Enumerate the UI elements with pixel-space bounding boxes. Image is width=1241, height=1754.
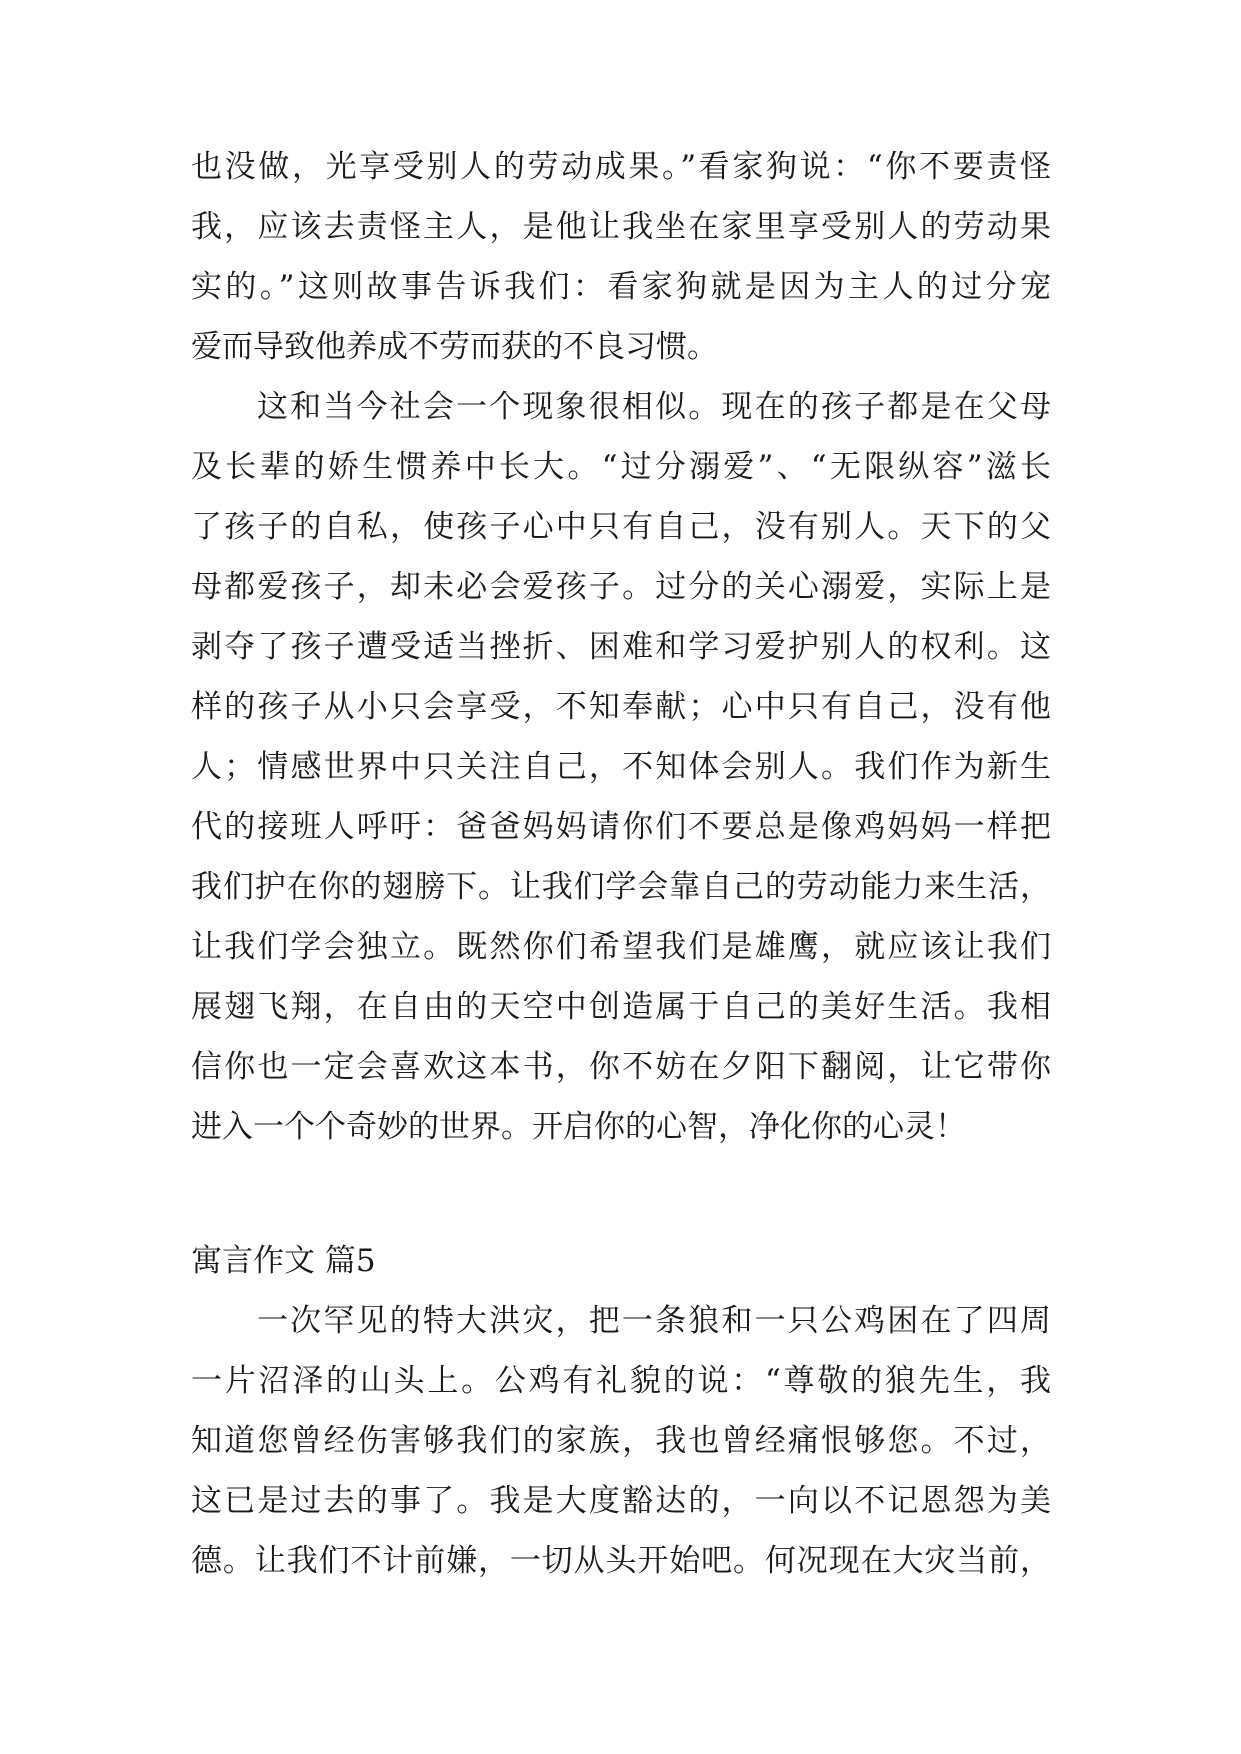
- text-line: 代的接班人呼吁：爸爸妈妈请你们不要总是像鸡妈妈一样把: [191, 809, 1051, 845]
- text-line: 这和当今社会一个现象很相似。现在的孩子都是在父母: [257, 389, 1051, 425]
- text-line: 我们护在你的翅膀下。让我们学会靠自己的劳动能力来生活，: [191, 869, 1051, 905]
- text-line: 德。让我们不计前嫌，一切从头开始吧。何况现在大灾当前，: [191, 1543, 1051, 1579]
- text-line: 一片沼泽的山头上。公鸡有礼貌的说：“尊敬的狼先生，我: [191, 1363, 1051, 1399]
- text-line: 样的孩子从小只会享受，不知奉献；心中只有自己，没有他: [191, 689, 1051, 725]
- text-line: 剥夺了孩子遭受适当挫折、困难和学习爱护别人的权利。这: [191, 629, 1051, 665]
- text-line: 一次罕见的特大洪灾，把一条狼和一只公鸡困在了四周: [257, 1303, 1051, 1339]
- text-line: 人；情感世界中只关注自己，不知体会别人。我们作为新生: [191, 749, 1051, 785]
- text-line: 展翅飞翔，在自由的天空中创造属于自己的美好生活。我相: [191, 989, 1051, 1025]
- text-line: 知道您曾经伤害够我们的家族，我也曾经痛恨够您。不过，: [191, 1423, 1051, 1459]
- text-line: 进入一个个奇妙的世界。开启你的心智，净化你的心灵！: [191, 1109, 966, 1145]
- text-line: 母都爱孩子，却未必会爱孩子。过分的关心溺爱，实际上是: [191, 569, 1051, 605]
- paragraph-fable: [191, 1291, 1051, 1591]
- text-line: 信你也一定会喜欢这本书，你不妨在夕阳下翻阅，让它带你: [191, 1049, 1051, 1085]
- text-line: 这已是过去的事了。我是大度豁达的，一向以不记恩怨为美: [191, 1483, 1051, 1519]
- text-line: 了孩子的自私，使孩子心中只有自己，没有别人。天下的父: [191, 509, 1051, 545]
- document-page: [191, 137, 1051, 1591]
- section-spacer: [191, 1157, 1051, 1231]
- text-line: 实的。”这则故事告诉我们：看家狗就是因为主人的过分宠: [191, 269, 1051, 305]
- text-line: 让我们学会独立。既然你们希望我们是雄鹰，就应该让我们: [191, 929, 1051, 965]
- paragraph-continuation: [191, 137, 1051, 377]
- text-line: 爱而导致他养成不劳而获的不良习惯。: [191, 329, 718, 365]
- section-heading: 寓言作文 篇5: [191, 1243, 376, 1279]
- text-line: 我，应该去责怪主人，是他让我坐在家里享受别人的劳动果: [191, 209, 1051, 245]
- text-line: 也没做，光享受别人的劳动成果。”看家狗说：“你不要责怪: [191, 149, 1051, 185]
- paragraph-reflection: [191, 377, 1051, 1157]
- text-line: 及长辈的娇生惯养中长大。“过分溺爱”、“无限纵容”滋长: [191, 449, 1051, 485]
